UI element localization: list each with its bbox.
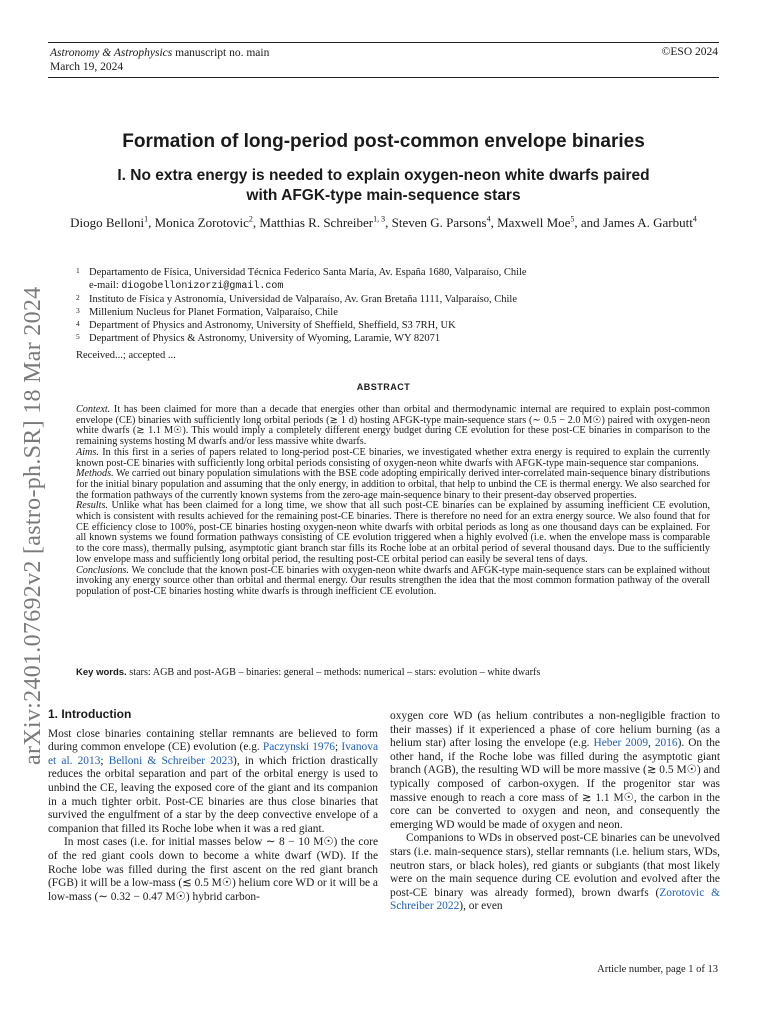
paper-subtitle: I. No extra energy is needed to explain oxygen-neon white dwarfs paired with AFGK-type main-sequence stars xyxy=(117,167,650,204)
citation-link[interactable]: Heber 2009 xyxy=(593,737,649,750)
keywords-text: stars: AGB and post-AGB – binaries: general – methods: numerical – stars: evolution – white dwarfs xyxy=(129,667,541,678)
email-link[interactable]: diogobellonizorzi@gmail.com xyxy=(121,281,284,292)
intro-paragraph-2: In most cases (i.e. for initial masses below ∼ 8 − 10 M☉) the core of the red giant cools down to become a white dwarf (WD). If the Roche lobe was filled during the first ascent on the red giant branch (FGB) it will be a low-mass (≲ 0.5 M☉) helium core WD or it will be a low-mass (∼ 0.32 − 0.47 M☉) hybrid carbon- xyxy=(48,836,378,903)
author: Monica Zorotovic$^2$, xyxy=(154,214,260,230)
keywords xyxy=(76,667,716,678)
citation-link[interactable]: 2016 xyxy=(654,737,678,750)
intro-paragraph-1: Most close binaries containing stellar remnants are believed to form during common envelope (CE) evolution (e.g. Paczynski 1976; Ivanova et al. 2013; Belloni & Schreiber 2023), in which friction drastically reduces the orbital separation and part of the orbital energy is used to unbind the CE, leaving the exposed core of the giant and its companion in a much tighter orbit. Post-CE binaries are thus close binaries that survived the engulfment of a star by the deep convective envelope of a companion that filled its Roche lobe when it was a red giant. xyxy=(48,727,379,835)
right-column xyxy=(390,710,720,914)
page-footer: Article number, page 1 of 13 xyxy=(597,964,718,975)
header-date: March 19, 2024 xyxy=(50,61,124,73)
author: Steven G. Parsons$^4$, xyxy=(391,214,498,230)
section-heading: 1. Introduction xyxy=(48,707,132,721)
citation-link[interactable]: Belloni & Schreiber 2023 xyxy=(108,754,234,767)
abstract-methods: Methods. We carried out binary population simulations with the BSE code adopting empirically derived inter-correlated main-sequence binary distributions for the initial binary population and assuming that the only energy, in addition to orbital, that help to unbind the CE is thermal energy. We also searched for the formation pathways of the currently known systems from the zero-age main-sequence binary to their present-day observed properties. xyxy=(76,468,710,501)
intro-paragraph-4: Companions to WDs in observed post-CE binaries can be unevolved stars (i.e. main-sequence stars), stellar remnants (i.e. helium stars, WDs, neutron stars, or black holes), red giants or subgiants (that most likely were on the main sequence during CE evolution and evolved after the post-CE binary was already formed), brown dwarfs (Zorotovic & Schreiber 2022), or even xyxy=(390,832,720,913)
abstract-results: Results. Unlike what has been claimed for a long time, we show that all such post-CE binaries can be explained by assuming inefficient CE evolution, which is consistent with results achieved for the remaining post-CE binaries. There is therefore no need for an extra energy source. We also found that for CE efficiency close to 100%, post-CE binaries hosting oxygen-neon white dwarfs with orbital periods as long as one thousand days can be explained. For all known systems we found formation pathways consisting of CE evolution triggered when a highly evolved (i.e. when the envelope mass is comparable to the core mass), thermally pulsing, asymptotic giant branch star fills its Roche lobe at an orbital period of several thousand days. Due to the sufficiently low envelope mass and sufficiently long orbital period, the resulting post-CE orbital period can easily be several tens of days. xyxy=(76,500,710,565)
running-header xyxy=(50,46,269,74)
affiliation-item: 4 Department of Physics and Astronomy, University of Sheffield, Sheffield, S3 7RH, UK xyxy=(76,319,456,331)
author-list xyxy=(60,214,707,231)
copyright: ©ESO 2024 xyxy=(661,46,718,58)
author: Diogo Belloni$^1$, xyxy=(70,214,155,230)
author: James A. Garbutt$^4$ xyxy=(602,214,697,230)
citation-link[interactable]: Paczynski 1976 xyxy=(262,741,336,754)
header-top-rule xyxy=(48,42,719,43)
abstract-body xyxy=(76,405,710,598)
header-bottom-rule xyxy=(48,77,719,78)
left-column xyxy=(48,708,378,904)
keywords-label: Key words. xyxy=(76,667,127,678)
manuscript-label: manuscript no. main xyxy=(172,47,270,59)
abstract-conclusions: Conclusions. We conclude that the known post-CE binaries with oxygen-neon white dwarfs and AFGK-type main-sequence stars can be explained without invoking any energy source other than orbital and thermal energy. Our results strengthen the idea that the most common formation pathway of the overall population of post-CE binaries hosting white dwarfs is through inefficient CE evolution. xyxy=(76,564,710,597)
abstract-heading: ABSTRACT xyxy=(356,382,411,392)
author: Maxwell Moe$^5$, and xyxy=(497,214,603,230)
abstract-aims: Aims. In this first in a series of papers related to long-period post-CE binaries, we investigated whether extra energy is required to explain the currently known post-CE binaries with sufficiently long orbital periods consisting of oxygen-neon white dwarfs with AFGK-type main-sequence star companions. xyxy=(76,446,710,469)
affiliation-item: 2 Instituto de Física y Astronomía, Universidad de Valparaíso, Av. Gran Bretaña 1111, Valparaíso, Chile xyxy=(76,293,517,305)
arxiv-sidebar[interactable]: arXiv:2401.07692v2 [astro-ph.SR] 18 Mar 2024 xyxy=(20,286,46,765)
abstract-context: Context. It has been claimed for more than a decade that energies other than orbital and thermodynamic internal are required to explain post-common envelope (CE) binaries with sufficiently long orbital periods (≳ 1 d) hosting AFGK-type main-sequence stars (∼ 0.5 − 2.0 M☉) paired with oxygen-neon white dwarfs (≳ 1.1 M☉). This would imply a completely different energy budget during CE evolution for these post-CE binaries in comparison to the remaining systems hosting M dwarfs and/or less massive white dwarfs. xyxy=(76,404,710,448)
affiliation-item: 5 Department of Physics & Astronomy, University of Wyoming, Laramie, WY 82071 xyxy=(76,332,441,344)
journal-name: Astronomy & Astrophysics xyxy=(50,47,173,59)
affiliation-item: 1 Departamento de Física, Universidad Técnica Federico Santa María, Av. España 1680, Valparaíso, Chile e-mail: diogobellonizorzi@gmail.com xyxy=(76,266,527,292)
received-line: Received...; accepted ... xyxy=(76,350,176,361)
intro-paragraph-3: oxygen core WD (as helium contributes a non-negligible fraction to their masses) if it experienced a phase of core helium burning (as a helium star) after losing the envelope (e.g. Heber 2009, 2016). On the other hand, if the Roche lobe was filled during the asymptotic giant branch (AGB), the resulting WD will be more massive (≳ 0.5 M☉) and typically composed of carbon-oxygen. If the progenitor star was massive enough to reach a core mass of ≳ 1.1 M☉, the carbon in the core can be converted to oxygen and neon, and consequently the emerging WD would be made of oxygen and neon. xyxy=(390,710,720,831)
affiliation-item: 3 Millenium Nucleus for Planet Formation, Valparaíso, Chile xyxy=(76,306,338,318)
citation-link[interactable]: Zorotovic & Schreiber 2022 xyxy=(390,886,720,913)
paper-title: Formation of long-period post-common envelope binaries xyxy=(122,131,645,152)
affiliations xyxy=(76,266,716,345)
author: Matthias R. Schreiber$^{1, 3}$, xyxy=(259,214,392,230)
citation-link[interactable]: Ivanova et al. 2013 xyxy=(48,741,378,767)
